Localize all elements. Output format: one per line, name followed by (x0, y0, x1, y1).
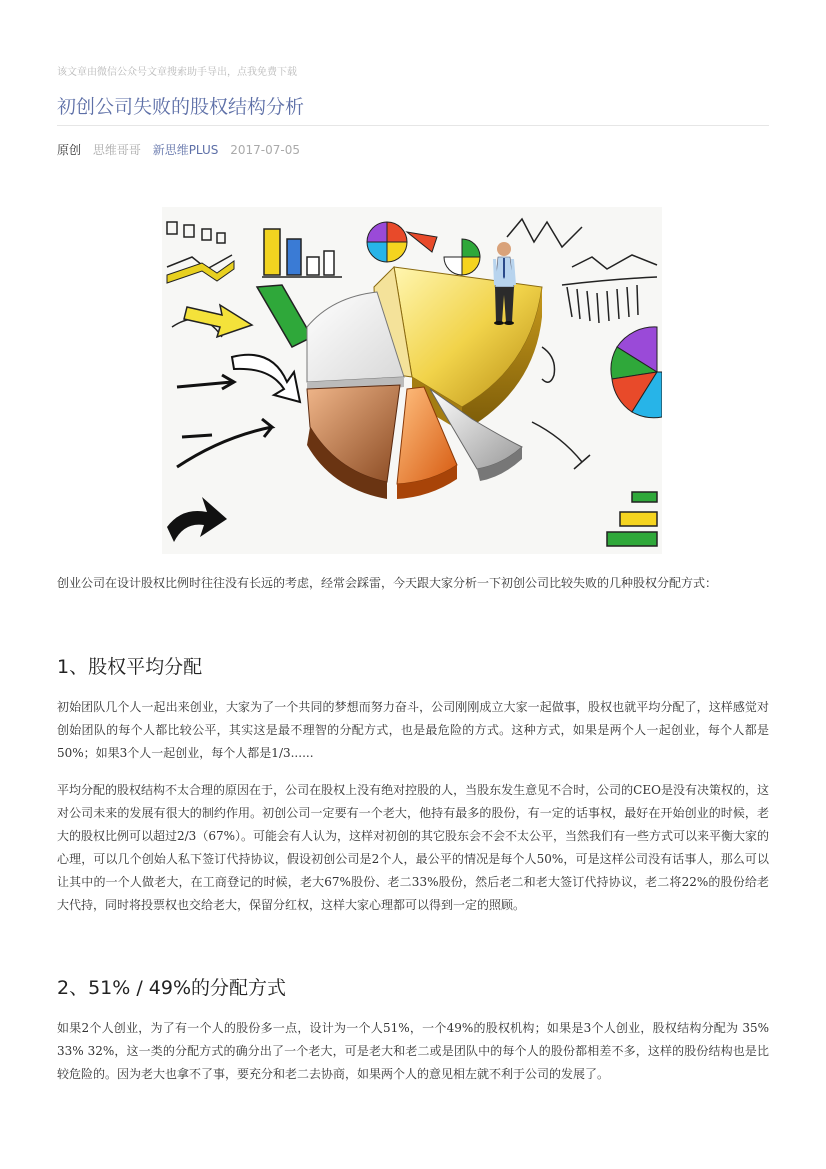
section-2-paragraph-1: 如果2个人创业，为了有一个人的股份多一点，设计为一个人51%，一个49%的股权机构；如果是3个人创业，股权结构分配为 35% 33% 32%，这一类的分配方式的确分出了一个老大，可是老大和老二或是团队中的每个人的股份都相差不多，这样的股份结构也是比较危险的。因为老大也拿不了事，要充分和老二去协商，如果两个人的意见相左就不利于公司的发展了。 (57, 1021, 769, 1081)
publish-date: 2017-07-05 (230, 143, 300, 157)
section-1-paragraph-1: 初始团队几个人一起出来创业，大家为了一个共同的梦想而努力奋斗，公司刚刚成立大家一起做事，股权也就平均分配了，这样感觉对创始团队的每个人都比较公平，其实这是最不理智的分配方式，也是最危险的方式。这种方式，如果是两个人一起创业，每个人都是50%；如果3个人一起创业，每个人都是1/3...... (57, 700, 769, 760)
article-meta (57, 141, 308, 158)
account-link[interactable]: 新思维PLUS (152, 143, 219, 157)
author-name: 思维哥哥 (92, 143, 141, 157)
original-badge: 原创 (57, 143, 82, 157)
section-heading-1: 1、股权平均分配 (57, 656, 203, 678)
section-heading-2: 2、51% / 49%的分配方式 (57, 977, 287, 999)
export-notice-link[interactable]: 该文章由微信公众号文章搜索助手导出，点我免费下载 (57, 67, 297, 78)
hero-image (162, 207, 662, 554)
divider (57, 125, 769, 126)
intro-paragraph: 创业公司在设计股权比例时往往没有长远的考虑，经常会踩雷，今天跟大家分析一下初创公司比较失败的几种股权分配方式： (57, 576, 718, 590)
page-title: 初创公司失败的股权结构分析 (57, 96, 305, 118)
section-1-paragraph-2: 平均分配的股权结构不太合理的原因在于，公司在股权上没有绝对控股的人，当股东发生意见不合时，公司的CEO是没有决策权的，这对公司未来的发展有很大的制约作用。初创公司一定要有一个老大，他持有最多的股份，有一定的话事权，最好在开始创业的时候，老大的股权比例可以超过2/3（67%）。可能会有人认为，这样对初创的其它股东会不会不太公平，当然我们有一些方式可以来平衡大家的心理，可以几个创始人私下签订代持协议，假设初创公司是2个人，最公平的情况是每个人50%，可是这样公司没有话事人，那么可以让其中的一个人做老大，在工商登记的时候，老大67%股份、老二33%股份，然后老二和老大签订代持协议，老二将22%的股份给老大代持，同时将投票权也交给老大，保留分红权，这样大家心理都可以得到一定的照顾。 (57, 783, 769, 912)
pie-chart-illustration (162, 207, 662, 554)
